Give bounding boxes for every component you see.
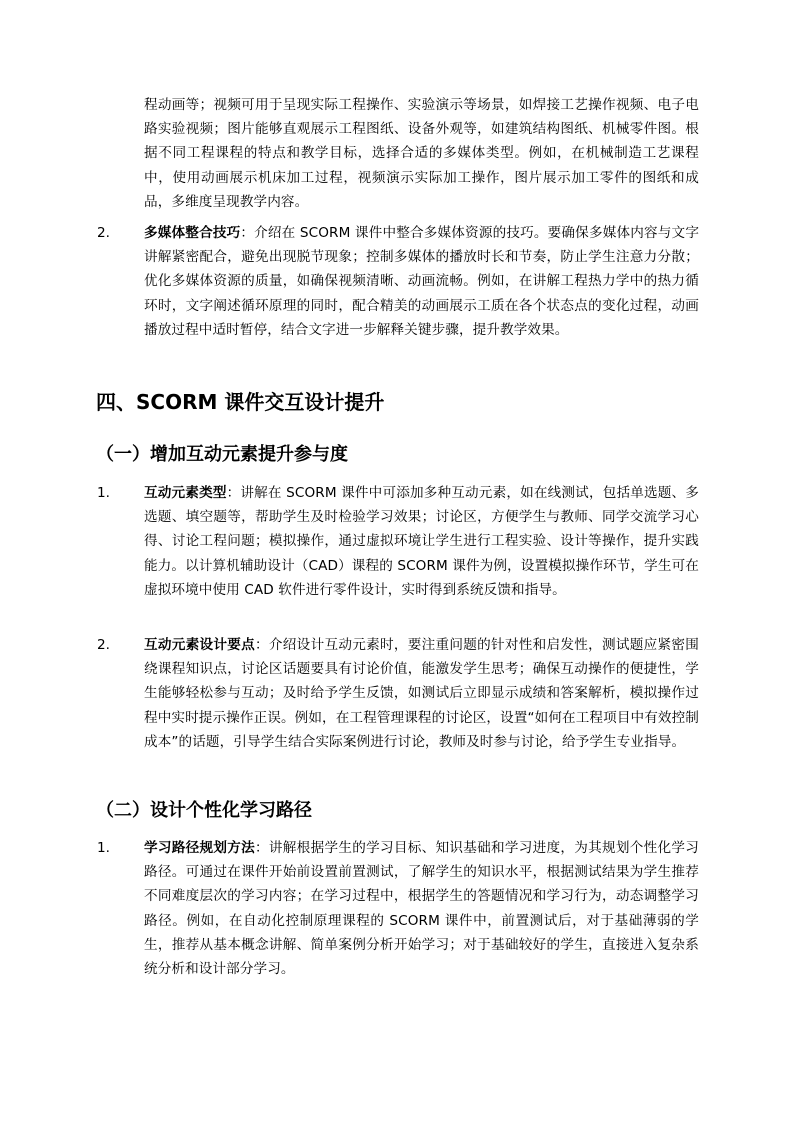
- list-item-multimedia-integration: [144, 221, 699, 342]
- list-number: 2.: [97, 637, 110, 653]
- list-number: 1.: [97, 485, 110, 501]
- section-heading-4: 四、SCORM 课件交互设计提升: [96, 390, 385, 414]
- list-item-learning-path-method: [144, 836, 699, 981]
- intro-paragraph: 程动画等；视频可用于呈现实际工程操作、实验演示等场景，如焊接工艺操作视频、电子电路实验视频；图片能够直观展示工程图纸、设备外观等，如建筑结构图纸、机械零件图。根据不同工程课程的特点和教学目标，选择合适的多媒体类型。例如，在机械制造工艺课程中，使用动画展示机床加工过程，视频演示实际加工操作，图片展示加工零件的图纸和成品，多维度呈现教学内容。: [144, 97, 699, 210]
- list-item-text: ：介绍在 SCORM 课件中整合多媒体资源的技巧。要确保多媒体内容与文字讲解紧密配合，避免出现脱节现象；控制多媒体的播放时长和节奏，防止学生注意力分散；优化多媒体资源的质量，如确保视频清晰、动画流畅。例如，在讲解工程热力学中的热力循环时，文字阐述循环原理的同时，配合精美的动画展示工质在各个状态点的变化过程，动画播放过程中适时暂停，结合文字进一步解释关键步骤，提升教学效果。: [144, 225, 700, 338]
- subsection-heading-1: （一）增加互动元素提升参与度: [96, 444, 348, 465]
- list-item-interaction-design-points: [144, 633, 699, 754]
- list-item-term: 学习路径规划方法: [144, 840, 256, 856]
- list-item-text: ：讲解根据学生的学习目标、知识基础和学习进度，为其规划个性化学习路径。可通过在课件开始前设置前置测试，了解学生的知识水平，根据测试结果为学生推荐不同难度层次的学习内容；在学习过程中，根据学生的答题情况和学习行为，动态调整学习路径。例如，在自动化控制原理课程的 SCORM 课件中，前置测试后，对于基础薄弱的学生，推荐从基本概念讲解、简单案例分析开始学习；对于基础较好的学生，直接进入复杂系统分析和设计部分学习。: [144, 840, 699, 978]
- list-number: 1.: [97, 840, 110, 856]
- list-item-term: 多媒体整合技巧: [144, 225, 241, 241]
- list-number: 2.: [97, 225, 110, 241]
- list-item-text: ：介绍设计互动元素时，要注重问题的针对性和启发性，测试题应紧密围绕课程知识点，讨论区话题要具有讨论价值，能激发学生思考；确保互动操作的便捷性，学生能够轻松参与互动；及时给予学生反馈，如测试后立即显示成绩和答案解析，模拟操作过程中实时提示操作正误。例如，在工程管理课程的讨论区，设置“如何在工程项目中有效控制成本”的话题，引导学生结合实际案例进行讨论，教师及时参与讨论，给予学生专业指导。: [144, 637, 699, 750]
- subsection-heading-2: （二）设计个性化学习路径: [96, 800, 312, 821]
- list-item-term: 互动元素设计要点: [144, 637, 256, 653]
- list-item-interaction-types: [144, 481, 699, 602]
- list-item-text: ：讲解在 SCORM 课件中可添加多种互动元素，如在线测试，包括单选题、多选题、填空题等，帮助学生及时检验学习效果；讨论区，方便学生与教师、同学交流学习心得、讨论工程问题；模拟操作，通过虚拟环境让学生进行工程实验、设计等操作，提升实践能力。以计算机辅助设计（CAD）课程的 SCORM 课件为例，设置模拟操作环节，学生可在虚拟环境中使用 CAD 软件进行零件设计，实时得到系统反馈和指导。: [144, 485, 699, 598]
- list-item-term: 互动元素类型: [144, 485, 227, 501]
